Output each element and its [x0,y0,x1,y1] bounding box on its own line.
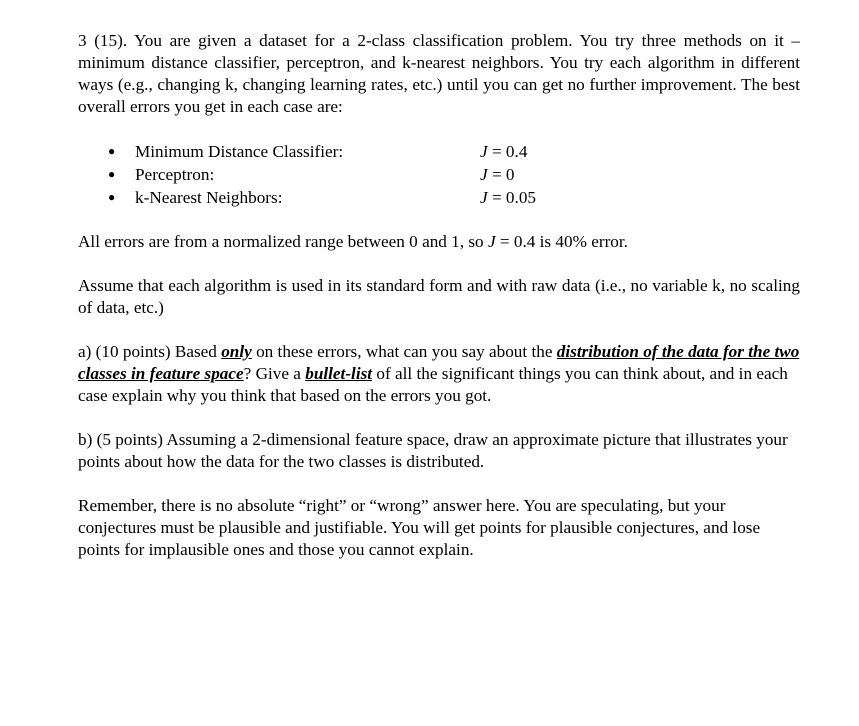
error-value: = 0 [487,165,515,184]
result-error [480,163,515,186]
question-block [78,30,800,561]
result-method: k-Nearest Neighbors: [135,188,283,207]
result-method: Perceptron: [135,165,215,184]
assumption-paragraph: Assume that each algorithm is used in its standard form and with raw data (i.e., no variable k, no scaling of data, etc.) [78,276,800,317]
bullet-icon: ● [108,190,116,204]
error-variable: J [480,142,488,161]
result-item-perceptron [78,163,800,186]
part-a-text: a) (10 points) Based [78,342,222,361]
error-value: = 0.05 [487,188,537,207]
remember-paragraph: Remember, there is no absolute “right” or “wrong” answer here. You are speculating, but your conjectures must be plausible and justifiable. You will get points for plausible conjectures, and lose points for implausible ones and those you cannot explain. [78,496,761,559]
result-error [480,140,527,163]
error-variable: J [487,232,496,251]
result-item-min-distance [78,140,800,163]
question-intro: 3 (15). You are given a dataset for a 2-class classification problem. You try three methods on it – minimum distance classifier, perceptron, and k-nearest neighbors. You try each algorithm in different ways (e.g., changing k, changing learning rates, etc.) until you can get no further improvement. The best overall errors you get in each case are: [78,31,800,116]
emphasis-distribution: distribution of the data for the two classes in feature space [78,342,800,383]
error-variable: J [480,165,488,184]
error-value: = 0.4 [487,142,528,161]
part-a-paragraph [78,341,800,407]
part-a-text: on these errors, what can you say about the [251,342,557,361]
result-method: Minimum Distance Classifier: [135,142,344,161]
part-a-text: ? Give a [243,364,306,383]
emphasis-bullet-list: bullet-list [305,364,373,383]
bullet-icon: ● [108,167,116,181]
errors-note [78,231,800,253]
errors-note-text: All errors are from a normalized range between 0 and 1, so [78,232,488,251]
results-list [78,140,800,209]
part-b-paragraph: b) (5 points) Assuming a 2-dimensional feature space, draw an approximate picture that illustrates your points about how the data for the two classes is distributed. [78,430,788,471]
bullet-icon: ● [108,144,116,158]
error-variable: J [480,188,488,207]
result-item-knn [78,186,800,209]
result-error [480,186,536,209]
errors-note-text: = 0.4 is 40% error. [495,232,628,251]
part-a-text: of all the significant things you can think about, and in each case explain why you think that based on the errors you got. [78,364,788,405]
emphasis-only: only [221,342,252,361]
